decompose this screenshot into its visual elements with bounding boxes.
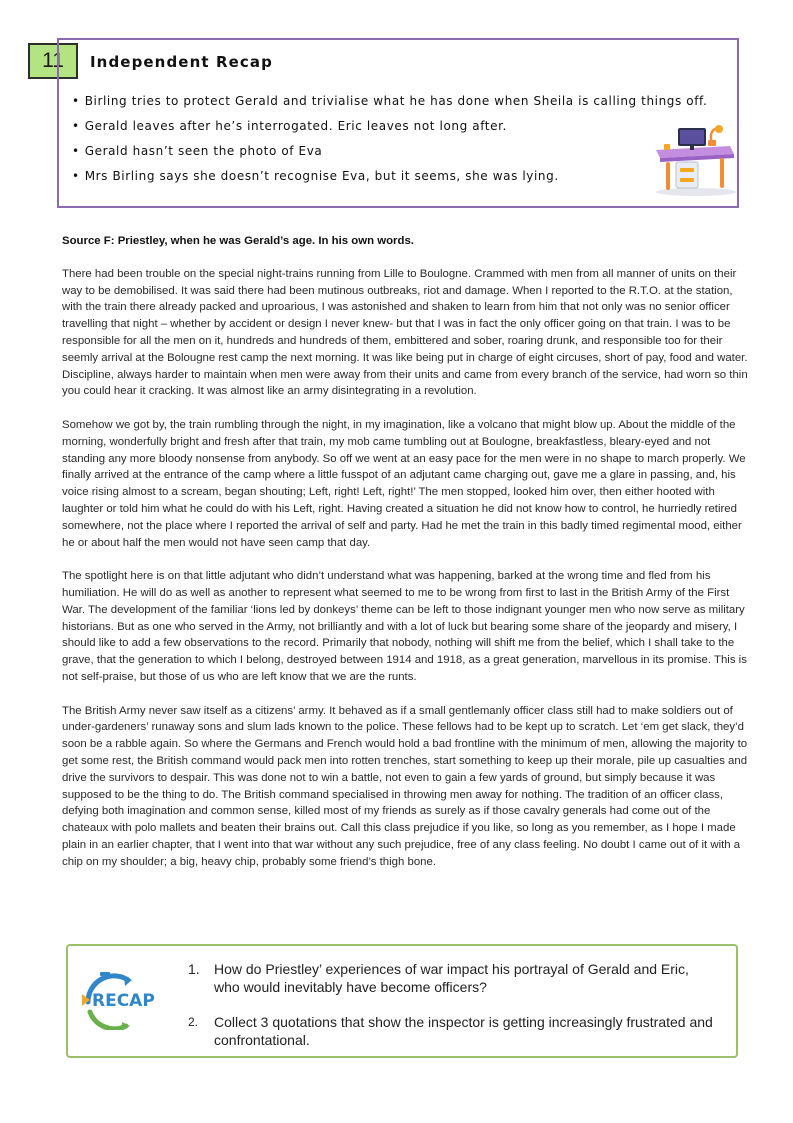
list-item: • Mrs Birling says she doesn’t recognise Eva, but it seems, she was lying.	[72, 168, 707, 193]
question-text: How do Priestley’ experiences of war impact his portrayal of Gerald and Eric, who would inevitably have become officers?	[214, 961, 689, 995]
recap-stopwatch-logo	[78, 972, 170, 1030]
question-number: 2.	[188, 1015, 199, 1029]
list-item: • Gerald hasn’t seen the photo of Eva	[72, 143, 707, 168]
list-item: • Birling tries to protect Gerald and trivialise what he has done when Sheila is calling things off.	[72, 93, 707, 118]
source-heading: Source F: Priestley, when he was Gerald’s age. In his own words.	[62, 235, 414, 247]
source-paragraph: The British Army never saw itself as a citizens’ army. It behaved as if a small gentlemanly officer class still had to make soldiers out of under-gardeners’ runaway sons and slum lads known to the police. These fellows had to be kept up to scratch. Let ‘em get slack, they’d soon be a rabble again. So where the Germans and French would hold a bad frontline with the minimum of men, allowing the majority to get some rest, the British command would pack men into rotten trenches, start something to keep up their morale, pile up casualties and drive the survivors to despair. This was done not to win a battle, not even to gain a few yards of ground, but simply because it was supposed to be the thing to do. The British command specialised in throwing men away for nothing. The tradition of an officer class, defying both imagination and common sense, killed most of my friends as surely as if those cavalry generals had come out of the chateaux with polo mallets and beaten their brains out. Call this class prejudice if you like, so long as you remember, as I hope I made plain in an earlier chapter, that I went into that war without any such prejudice, free of any class feeling. No doubt I came out of it with a chip on my shoulder; a big, heavy chip, probably some friend’s thigh bone.	[62, 704, 748, 868]
recap-title: Independent Recap	[90, 53, 273, 71]
question-item	[188, 960, 718, 996]
recap-logo-text: RECAP	[92, 991, 155, 1011]
recap-questions	[188, 960, 718, 1049]
list-item: • Gerald leaves after he’s interrogated. Eric leaves not long after.	[72, 118, 707, 143]
source-paragraph: Somehow we got by, the train rumbling through the night, in my imagination, like a volcano that might blow up. About the middle of the morning, wonderfully bright and fresh after that train, my mob came tumbling out at Boulogne, breakfastless, bleary-eyed and not standing any more bloody nonsense from anybody. So off we went at an easy pace for the men were in no shape to march properly. We finally arrived at the entrance of the camp where a little fusspot of an adjutant came charging out, gave me a glare in passing, and, his voice rising almost to a scream, began shouting; Left, right! Left, right!’ The men stopped, looked him over, then either hooted with laughter or told him what he could do with his Left, right. Having created a situation he did not know how to control, he hurriedly retired somewhere, not the place where I reported the arrival of self and party. Had he met the train in this badly timed regimental mood, either he or about half the men would not have seen camp that day.	[62, 418, 746, 549]
source-f-passage	[62, 233, 754, 887]
source-paragraph: There had been trouble on the special night-trains running from Lille to Boulogne. Crammed with men from all manner of units on their way to be demobilised. It was said there had been mutinous outbreaks, riot and damage. When I reported to the R.T.O. at the station, with the train there already packed and uproarious, I was astonished and shaken to learn from him that not only was no senior officer travelling that night – whether by accident or design I never knew- but that I was in fact the only officer going on that train. I was to be responsible for all the men on it, hundreds and hundreds of them, embittered and sober, roaring drunk, and responsible too for their seemly arrival at the Bolougne rest camp the next morning. It was like being put in charge of eight circuses, short of pay, food and water. Discipline, always harder to maintain when men were away from their units and came from every branch of the service, had worn so thin you could hear it cracking. It was almost like an army disintegrating in a revolution.	[62, 267, 748, 398]
question-item	[188, 1013, 718, 1049]
source-paragraph: The spotlight here is on that little adjutant who didn’t understand what was happening, barked at the wrong time and fled from his humiliation. He will do as well as another to represent what seemed to me to be wrong from first to last in the British Army of the First War. The development of the familiar ‘lions led by donkeys’ theme can be left to those indignant younger men who now serve as military historians. But as one who served in the Army, not brilliantly and with a lot of luck but bearing some share of the jeopardy and misery, I should like to add a few observations to the record. Primarily that nobody, nothing will shift me from the belief, which I shall take to the grave, that the generation to which I belong, destroyed between 1914 and 1918, as a great generation, marvellous in its promise. This is not self-praise, but those of us who are left know that we are the runts.	[62, 570, 747, 683]
question-number: 1.	[188, 961, 200, 977]
question-text: Collect 3 quotations that show the inspector is getting increasingly frustrated and confrontational.	[214, 1014, 713, 1048]
desk-computer-icon	[648, 124, 738, 196]
recap-bullet-list	[72, 93, 707, 193]
section-number: 11	[42, 49, 64, 72]
